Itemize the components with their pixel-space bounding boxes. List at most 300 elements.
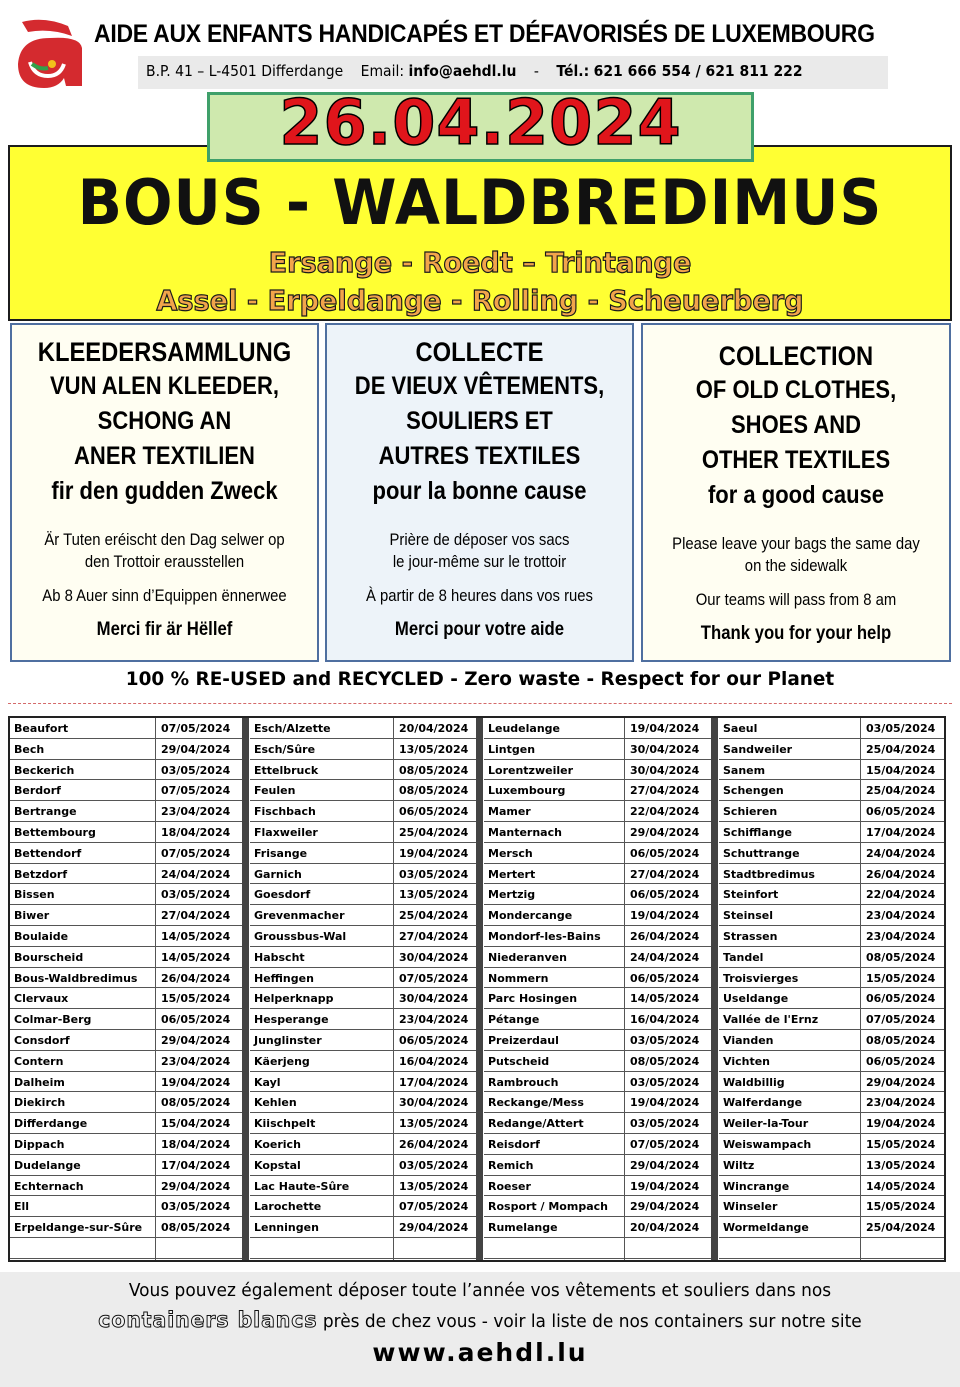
table-row [719,780,944,801]
commune-name: Putscheid [488,1054,550,1068]
commune-name: Differdange [14,1117,88,1131]
collection-date-cell: 15/05/2024 [866,1138,936,1151]
collection-date-cell: 19/04/2024 [630,909,700,923]
table-row [250,905,478,926]
commune-name: Mertzig [488,888,536,902]
table-row [250,864,478,885]
table-row [10,947,242,968]
email-label: Email: [360,62,405,80]
collection-date-cell: 27/04/2024 [161,909,231,923]
table-row [484,1030,712,1051]
table-row [484,801,712,822]
collection-date-cell: 26/04/2024 [630,930,700,943]
schedule-column-group [484,718,712,1260]
containers-highlight: containers blancs [98,1308,318,1332]
commune-title: BOUS - WALDBREDIMUS [77,166,883,239]
villages-line-1: Ersange - Roedt – Trintange [268,246,692,279]
commune-name: Colmar-Berg [14,1013,92,1027]
column-french: COLLECTE DE VIEUX VÊTEMENTS, SOULIERS ET AUTRES TEXTILES pour la bonne cause Prière de déposer vos sacs le jour-même sur le trottoir À partir de 8 heures dans vos rues Merci pour votre aide [325,323,634,662]
collection-date-cell: 03/05/2024 [630,1075,700,1089]
table-row [719,822,944,843]
table-row [484,718,712,739]
commune-name: Junglinster [254,1034,322,1047]
commune-name: Sanem [723,763,766,777]
collection-date-cell: 08/05/2024 [866,1034,936,1047]
table-row [719,718,944,739]
table-row [250,739,478,760]
table-row [10,822,242,843]
column-time: Our teams will pass from 8 am [695,591,897,609]
organization-name: AIDE AUX ENFANTS HANDICAPÉS ET DÉFAVORISÉS DE LUXEMBOURG [94,20,875,48]
collection-date-cell: 19/04/2024 [630,1179,700,1193]
commune-name: Koerich [254,1138,301,1151]
commune-name: Goesdorf [254,888,311,902]
table-row [484,760,712,781]
collection-date-cell: 03/05/2024 [399,1158,469,1172]
table-row [484,1176,712,1197]
collection-date-cell: 14/05/2024 [866,1179,936,1193]
commune-name: Mertert [488,867,536,881]
table-row [484,843,712,864]
commune-name: Dippach [14,1138,65,1151]
table-row [250,947,478,968]
commune-name: Vallée de l'Ernz [723,1013,819,1027]
table-row [250,1030,478,1051]
collection-date-cell: 06/05/2024 [866,1054,936,1068]
table-row [719,1155,944,1176]
commune-name: Bettendorf [14,846,82,860]
collection-date-cell: 03/05/2024 [630,1117,700,1131]
commune-name: Heffingen [254,971,314,985]
schedule-column-group [10,718,242,1260]
column-luxembourgish: KLEEDERSAMMLUNG VUN ALEN KLEEDER, SCHONG AN ANER TEXTILIEN fir den gudden Zweck Är Tuten eréischt den Dag selwer op den Trottoir erausstellen Ab 8 Auer sinn d’Equippen ënnerwee Merci fir är Hëllef [10,323,319,662]
collection-date-cell: 07/05/2024 [399,971,469,985]
table-row [484,1072,712,1093]
table-row [250,1009,478,1030]
table-row [10,1072,242,1093]
table-row [719,1009,944,1030]
collection-date-cell: 24/04/2024 [161,867,231,881]
commune-name: Tandel [723,950,764,964]
collection-date-cell: 29/04/2024 [866,1075,936,1089]
aehdl-logo [14,18,86,90]
commune-name: Groussbus-Wal [254,930,347,943]
commune-name: Wormeldange [723,1221,809,1235]
commune-name: Habscht [254,950,305,964]
table-row [484,926,712,947]
villages-line-2: Assel - Erpeldange - Rolling - Scheuerberg [156,284,804,317]
collection-date-cell: 20/04/2024 [630,1221,700,1235]
collection-date-cell: 07/05/2024 [161,846,231,860]
commune-name: Mondorf-les-Bains [488,930,601,943]
commune-name: Kehlen [254,1096,297,1110]
table-row [10,968,242,989]
commune-name: Rosport / Mompach [488,1200,608,1214]
table-row [250,1051,478,1072]
collection-date-cell: 23/04/2024 [866,909,936,923]
commune-name: Beaufort [14,722,69,735]
collection-date-cell: 03/05/2024 [161,1200,231,1214]
table-row [719,905,944,926]
table-row [250,1092,478,1113]
table-row [10,718,242,739]
collection-date-cell: 03/05/2024 [161,763,231,777]
collection-date-cell: 25/04/2024 [399,909,469,923]
column-divider [624,718,625,1260]
commune-name: Käerjeng [254,1054,310,1068]
commune-name: Diekirch [14,1096,66,1110]
commune-name: Schifflange [723,826,792,839]
collection-date-cell: 19/04/2024 [161,1075,231,1089]
collection-date-cell: 20/04/2024 [399,722,469,735]
collection-date-cell: 18/04/2024 [161,1138,231,1151]
commune-name: Schuttrange [723,846,800,860]
email-link[interactable]: info@aehdl.lu [408,62,517,80]
commune-name: Boulaide [14,930,69,943]
commune-name: Waldbillig [723,1075,785,1089]
commune-name: Wincrange [723,1179,790,1193]
commune-name: Bourscheid [14,950,84,964]
table-row [250,968,478,989]
column-instruction: Please leave your bags the same day on the sidewalk [672,535,920,575]
website-link[interactable]: www.aehdl.lu [372,1338,588,1367]
commune-name: Echternach [14,1179,84,1193]
collection-date-cell: 08/05/2024 [399,763,469,777]
commune-name: Helperknapp [254,992,334,1006]
commune-name: Redange/Attert [488,1117,584,1131]
column-english: COLLECTION OF OLD CLOTHES, SHOES AND OTHER TEXTILES for a good cause Please leave your bags the same day on the sidewalk Our teams will pass from 8 am Thank you for your help [641,323,951,662]
group-separator [242,718,249,1260]
collection-date-cell: 16/04/2024 [630,1013,700,1027]
collection-date-cell: 26/04/2024 [161,971,231,985]
commune-name: Useldange [723,992,789,1006]
table-row [10,926,242,947]
commune-name: Strassen [723,930,778,943]
table-row [484,822,712,843]
collection-date-cell: 29/04/2024 [161,1179,231,1193]
footer-text-line-1: Vous pouvez également déposer toute l’année vos vêtements et souliers dans nos [128,1281,832,1301]
table-row [484,739,712,760]
collection-date-cell: 03/05/2024 [399,867,469,881]
collection-date-cell: 13/05/2024 [399,888,469,902]
collection-date-cell: 13/05/2024 [399,742,469,756]
collection-date-cell: 23/04/2024 [399,1013,469,1027]
table-row [250,801,478,822]
table-row [484,1051,712,1072]
collection-date-cell: 06/05/2024 [630,971,700,985]
contact-line: B.P. 41 – L-4501 Differdange Email: info@aehdl.lu - Tél.: 621 666 554 / 621 811 222 [146,62,803,80]
commune-name: Stadtbredimus [723,867,815,881]
phone-numbers: 621 666 554 / 621 811 222 [593,62,803,80]
table-row [484,905,712,926]
table-row [719,1238,944,1259]
collection-date-cell: 19/04/2024 [630,722,700,735]
commune-name: Niederanven [488,950,567,964]
commune-name: Erpeldange-sur-Sûre [14,1221,143,1235]
collection-date-cell: 24/04/2024 [630,950,700,964]
table-row [10,780,242,801]
footer-text-line-2: containers blancs près de chez vous - voir la liste de nos containers sur notre site [98,1308,862,1332]
collection-date-cell: 08/05/2024 [399,784,469,798]
recycling-slogan: 100 % RE-USED and RECYCLED - Zero waste - Respect for our Planet [125,668,835,690]
commune-name: Hesperange [254,1013,329,1027]
collection-date-cell: 29/04/2024 [161,1034,231,1047]
column-divider [393,718,394,1260]
table-row [10,1092,242,1113]
commune-name: Sandweiler [723,742,793,756]
commune-name: Rambrouch [488,1075,559,1089]
commune-name: Fischbach [254,805,316,819]
commune-name: Dalheim [14,1075,65,1089]
collection-date-cell: 07/05/2024 [161,722,231,735]
table-row [10,864,242,885]
table-row [484,1155,712,1176]
commune-name: Wiltz [723,1158,755,1172]
collection-date-cell: 25/04/2024 [399,826,469,839]
collection-date-cell: 30/04/2024 [399,950,469,964]
collection-date-cell: 25/04/2024 [866,742,936,756]
commune-name: Kayl [254,1075,281,1089]
commune-name: Kiischpelt [254,1117,316,1131]
collection-date-cell: 26/04/2024 [399,1138,469,1151]
collection-date-cell: 25/04/2024 [866,1221,936,1235]
collection-date-cell: 15/05/2024 [161,992,231,1006]
collection-date-cell: 25/04/2024 [866,784,936,798]
commune-name: Bous-Waldbredimus [14,971,138,985]
group-separator [476,718,483,1260]
commune-name: Bissen [14,888,55,902]
collection-date-cell: 17/04/2024 [161,1158,231,1172]
commune-name: Leudelange [488,722,560,735]
collection-date-cell: 29/04/2024 [630,826,700,839]
commune-name: Saeul [723,722,758,735]
table-row [719,947,944,968]
collection-date-cell: 29/04/2024 [630,1158,700,1172]
commune-name: Bech [14,742,45,756]
table-row [484,1009,712,1030]
divider [8,703,952,704]
collection-date-cell: 23/04/2024 [161,1054,231,1068]
collection-date-cell: 06/05/2024 [399,1034,469,1047]
commune-name: Feulen [254,784,296,798]
commune-name: Reckange/Mess [488,1096,584,1110]
commune-name: Mondercange [488,909,573,923]
table-row [250,926,478,947]
schedule-column-group [719,718,944,1260]
column-time: Ab 8 Auer sinn d’Equippen ënnerwee [42,587,287,605]
commune-name: Rumelange [488,1221,558,1235]
table-row [10,1217,242,1238]
collection-date-cell: 30/04/2024 [630,742,700,756]
column-divider [155,718,156,1260]
collection-schedule-table [8,716,946,1262]
table-row [250,760,478,781]
column-title: COLLECTE [415,337,544,367]
collection-date-cell: 22/04/2024 [866,888,936,902]
table-row [10,843,242,864]
table-row [250,1072,478,1093]
table-row [719,988,944,1009]
table-row [250,988,478,1009]
table-row [10,1155,242,1176]
collection-date-cell: 06/05/2024 [866,805,936,819]
commune-name: Lintgen [488,742,536,756]
collection-date-cell: 23/04/2024 [161,805,231,819]
table-row [484,864,712,885]
table-row [719,1217,944,1238]
table-row [10,1009,242,1030]
commune-name: Esch/Sûre [254,742,316,756]
column-instruction: Är Tuten eréischt den Dag selwer op den Trottoir erausstellen [44,531,285,571]
table-row [484,988,712,1009]
commune-name: Grevenmacher [254,909,345,923]
collection-date-cell: 15/04/2024 [866,763,936,777]
collection-date-cell: 22/04/2024 [630,805,700,819]
commune-name: Weiswampach [723,1138,812,1151]
table-row [10,1030,242,1051]
table-row [250,780,478,801]
commune-name: Winseler [723,1200,778,1214]
collection-date-cell: 15/05/2024 [866,971,936,985]
column-instruction: Prière de déposer vos sacs le jour-même sur le trottoir [389,531,570,571]
commune-name: Lenningen [254,1221,319,1235]
table-row [10,739,242,760]
table-row [484,1238,712,1259]
table-row [10,1196,242,1217]
commune-name: Contern [14,1054,64,1068]
collection-date-cell: 14/05/2024 [630,992,700,1006]
table-row [719,1134,944,1155]
table-row [719,1092,944,1113]
collection-date-cell: 06/05/2024 [399,805,469,819]
table-row [719,1176,944,1197]
collection-date-cell: 13/05/2024 [399,1179,469,1193]
commune-name: Berdorf [14,784,61,798]
table-row [719,1030,944,1051]
commune-name: Roeser [488,1179,531,1193]
commune-name: Steinfort [723,888,779,902]
collection-date-cell: 17/04/2024 [866,826,936,839]
commune-name: Weiler-la-Tour [723,1117,809,1131]
commune-name: Luxembourg [488,784,566,798]
collection-date-cell: 15/04/2024 [161,1117,231,1131]
commune-name: Vianden [723,1034,774,1047]
collection-date-cell: 06/05/2024 [161,1013,231,1027]
table-row [719,968,944,989]
commune-name: Manternach [488,826,562,839]
commune-name: Mersch [488,846,533,860]
commune-name: Betzdorf [14,867,68,881]
collection-date-cell: 14/05/2024 [161,950,231,964]
table-row [250,1196,478,1217]
table-row [484,968,712,989]
table-row [250,884,478,905]
table-row [250,822,478,843]
commune-name: Larochette [254,1200,322,1214]
collection-date-cell: 15/05/2024 [866,1200,936,1214]
collection-date-cell: 06/05/2024 [630,846,700,860]
commune-name: Steinsel [723,909,774,923]
collection-date-cell: 07/05/2024 [866,1013,936,1027]
table-row [484,1196,712,1217]
table-row [719,1196,944,1217]
commune-name: Beckerich [14,763,75,777]
table-row [719,1113,944,1134]
table-row [719,739,944,760]
table-row [10,801,242,822]
table-row [10,1051,242,1072]
collection-date-cell: 18/04/2024 [161,826,231,839]
table-row [10,1176,242,1197]
table-row [250,1176,478,1197]
table-row [10,884,242,905]
column-divider [860,718,861,1260]
table-row [719,843,944,864]
commune-name: Remich [488,1158,534,1172]
table-row [250,1134,478,1155]
commune-name: Bertrange [14,805,77,819]
table-row [719,926,944,947]
collection-date-cell: 13/05/2024 [866,1158,936,1172]
table-row [10,988,242,1009]
collection-date-cell: 29/04/2024 [399,1221,469,1235]
table-row [250,1217,478,1238]
collection-date-cell: 30/04/2024 [399,992,469,1006]
commune-name: Kopstal [254,1158,301,1172]
commune-name: Walferdange [723,1096,803,1110]
table-row [10,905,242,926]
table-row [719,884,944,905]
table-row [250,718,478,739]
commune-name: Preizerdaul [488,1034,559,1047]
column-thanks: Thank you for your help [700,623,892,644]
commune-name: Consdorf [14,1034,70,1047]
commune-name: Mamer [488,805,531,819]
column-title: COLLECTION [718,341,874,371]
collection-date-cell: 23/04/2024 [866,930,936,943]
table-row [250,1238,478,1259]
collection-date-cell: 27/04/2024 [630,784,700,798]
collection-date-cell: 08/05/2024 [161,1221,231,1235]
schedule-column-group [250,718,478,1260]
table-row [484,1092,712,1113]
collection-date-cell: 27/04/2024 [630,867,700,881]
collection-date-cell: 07/05/2024 [630,1138,700,1151]
collection-date-cell: 07/05/2024 [399,1200,469,1214]
collection-date-cell: 19/04/2024 [866,1117,936,1131]
column-title: KLEEDERSAMMLUNG [37,337,292,367]
collection-date-cell: 08/05/2024 [161,1096,231,1110]
table-row [719,1072,944,1093]
commune-name: Ell [14,1200,30,1214]
commune-name: Frisange [254,846,308,860]
table-row [10,1134,242,1155]
table-row [719,1051,944,1072]
commune-name: Troisvierges [723,971,799,985]
collection-date-cell: 14/05/2024 [161,930,231,943]
column-thanks: Merci pour votre aide [394,619,565,640]
table-row [484,1134,712,1155]
collection-date-cell: 06/05/2024 [630,888,700,902]
collection-date-cell: 26/04/2024 [866,867,936,881]
collection-date-cell: 30/04/2024 [399,1096,469,1110]
collection-date-cell: 13/05/2024 [399,1117,469,1131]
postal-address: B.P. 41 – L-4501 Differdange [146,62,344,80]
commune-name: Nommern [488,971,549,985]
table-row [250,843,478,864]
table-row [719,760,944,781]
table-row [250,1155,478,1176]
